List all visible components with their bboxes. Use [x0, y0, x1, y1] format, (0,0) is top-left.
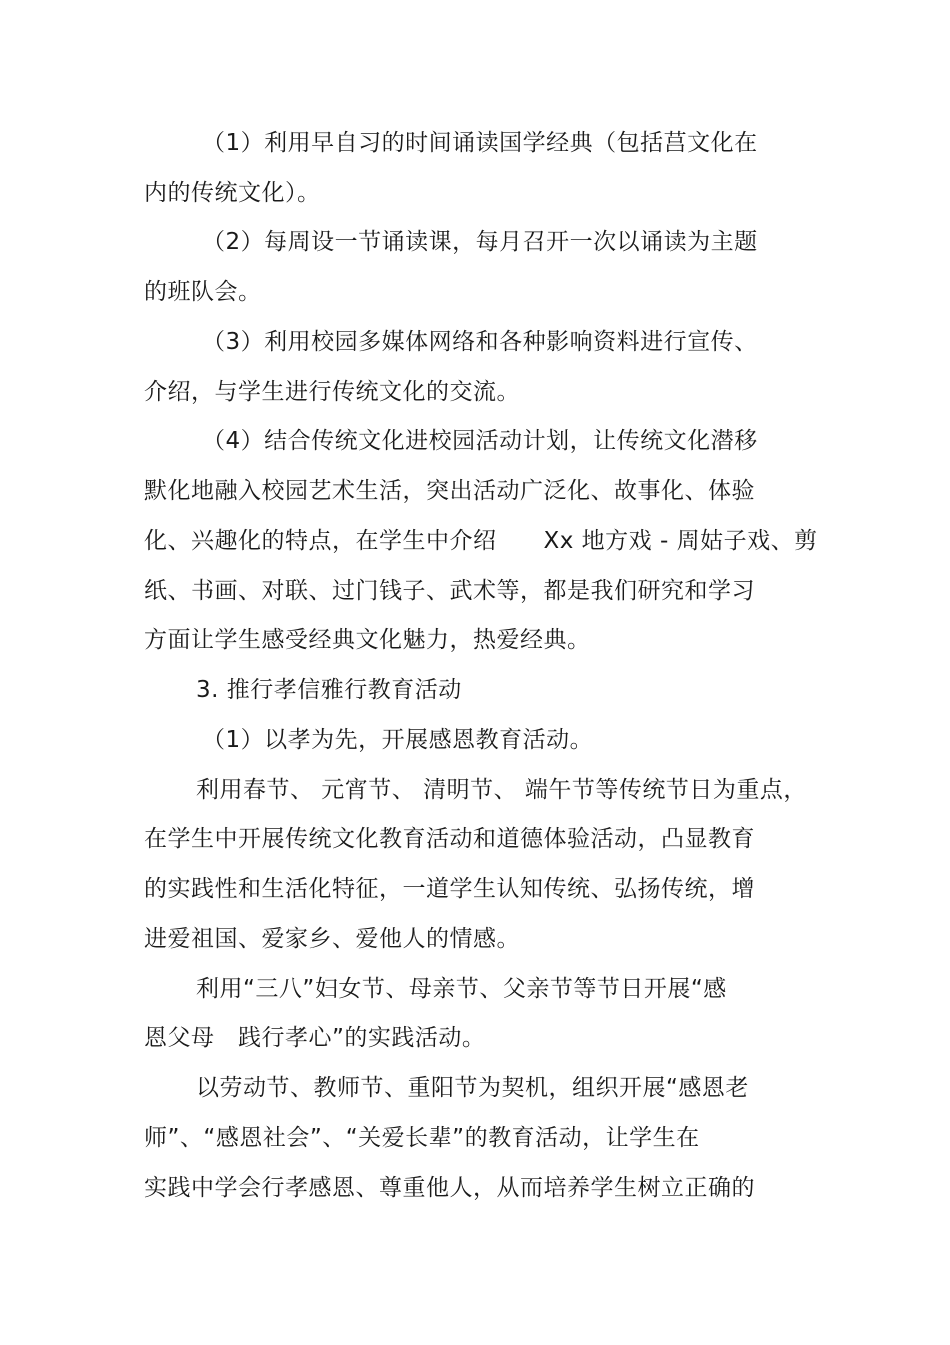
paragraph-line: 利用春节、 元宵节、 清明节、 端午节等传统节日为重点， [196, 777, 807, 803]
paragraph-line: 化、兴趣化的特点，在学生中介绍 Xx 地方戏 - 周姑子戏、剪 [144, 528, 818, 554]
paragraph-line: 方面让学生感受经典文化魅力，热爱经典。 [144, 627, 591, 653]
paragraph-line: （2）每周设一节诵读课，每月召开一次以诵读为主题 [202, 229, 758, 255]
paragraph-line: （1）以孝为先，开展感恩教育活动。 [202, 727, 594, 753]
paragraph-line: 实践中学会行孝感恩、尊重他人，从而培养学生树立正确的 [144, 1175, 755, 1201]
paragraph-line: 恩父母 践行孝心”的实践活动。 [144, 1025, 486, 1051]
paragraph-line: 内的传统文化）。 [144, 180, 321, 206]
paragraph-line: 的班队会。 [144, 279, 262, 305]
paragraph-line: 师”、“感恩社会”、“关爱长辈”的教育活动，让学生在 [144, 1125, 700, 1151]
paragraph-line: 纸、书画、对联、过门钱子、武术等，都是我们研究和学习 [144, 578, 755, 604]
paragraph-line: 利用“三八”妇女节、母亲节、父亲节等节日开展“感 [196, 976, 727, 1002]
section-heading: 3. 推行孝信雅行教育活动 [196, 677, 462, 703]
paragraph-line: 介绍，与学生进行传统文化的交流。 [144, 379, 520, 405]
paragraph-line: （3）利用校园多媒体网络和各种影响资料进行宣传、 [202, 329, 758, 355]
paragraph-line: 以劳动节、教师节、重阳节为契机，组织开展“感恩老 [196, 1075, 749, 1101]
paragraph-line: （4）结合传统文化进校园活动计划，让传统文化潜移 [202, 428, 758, 454]
paragraph-line: （1）利用早自习的时间诵读国学经典（包括莒文化在 [202, 130, 758, 156]
paragraph-line: 的实践性和生活化特征，一道学生认知传统、弘扬传统，增 [144, 876, 755, 902]
paragraph-line: 默化地融入校园艺术生活，突出活动广泛化、故事化、体验 [144, 478, 755, 504]
paragraph-line: 进爱祖国、爱家乡、爱他人的情感。 [144, 926, 520, 952]
paragraph-line: 在学生中开展传统文化教育活动和道德体验活动，凸显教育 [144, 826, 755, 852]
